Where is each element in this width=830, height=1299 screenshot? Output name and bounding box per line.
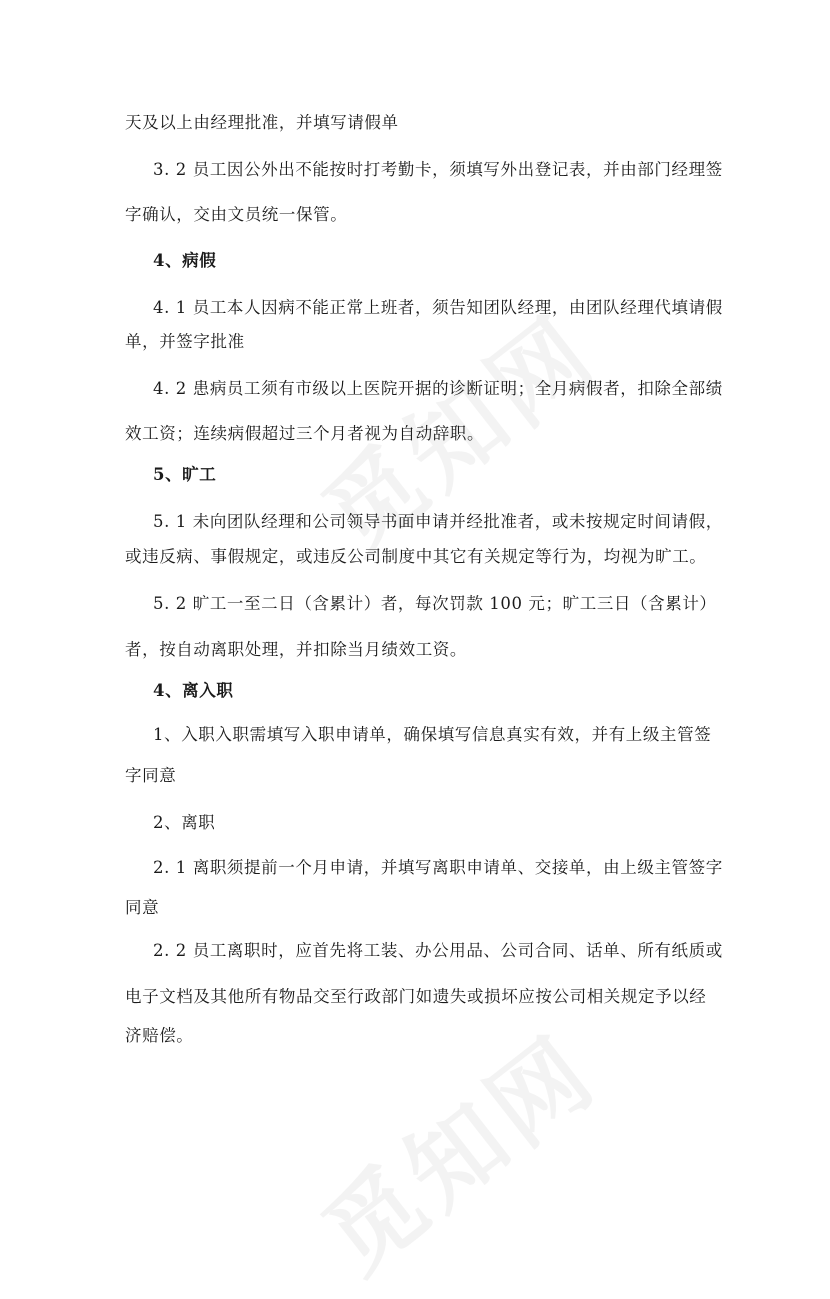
section-heading: 4、病假 (153, 251, 217, 270)
paragraph-line: 或违反病、事假规定，或违反公司制度中其它有关规定等行为，均视为旷工。 (125, 547, 707, 566)
paragraph-line: 天及以上由经理批准，并填写请假单 (125, 113, 399, 132)
section-heading: 5、旷工 (153, 465, 217, 484)
paragraph-line: 字确认，交由文员统一保管。 (125, 205, 348, 224)
paragraph-line: 单，并签字批准 (125, 332, 245, 351)
paragraph-line: 2、离职 (153, 813, 216, 832)
paragraph-line: 者，按自动离职处理，并扣除当月绩效工资。 (125, 640, 467, 659)
paragraph-line: 济赔偿。 (125, 1026, 194, 1045)
paragraph-line: 电子文档及其他所有物品交至行政部门如遗失或损坏应按公司相关规定予以经 (125, 987, 707, 1006)
paragraph-line: 效工资；连续病假超过三个月者视为自动辞职。 (125, 424, 485, 443)
paragraph-line: 字同意 (125, 766, 177, 785)
paragraph-line: 4. 2 患病员工须有市级以上医院开据的诊断证明；全月病假者，扣除全部绩 (153, 379, 723, 398)
paragraph-line: 2. 1 离职须提前一个月申请，并填写离职申请单、交接单，由上级主管签字 (153, 858, 723, 877)
paragraph-line: 2. 2 员工离职时，应首先将工装、办公用品、公司合同、话单、所有纸质或 (153, 941, 723, 960)
paragraph-line: 5. 2 旷工一至二日（含累计）者，每次罚款 100 元；旷工三日（含累计） (153, 594, 717, 613)
paragraph-line: 5. 1 未向团队经理和公司领导书面申请并经批准者，或未按规定时间请假， (153, 512, 723, 531)
paragraph-line: 4. 1 员工本人因病不能正常上班者，须告知团队经理，由团队经理代填请假 (153, 298, 723, 317)
paragraph-line: 同意 (125, 898, 160, 917)
watermark (291, 998, 621, 1298)
paragraph-line: 1、入职入职需填写入职申请单，确保填写信息真实有效，并有上级主管签 (153, 725, 712, 744)
section-heading: 4、离入职 (153, 681, 234, 700)
paragraph-line: 3. 2 员工因公外出不能按时打考勤卡，须填写外出登记表，并由部门经理签 (153, 160, 723, 179)
